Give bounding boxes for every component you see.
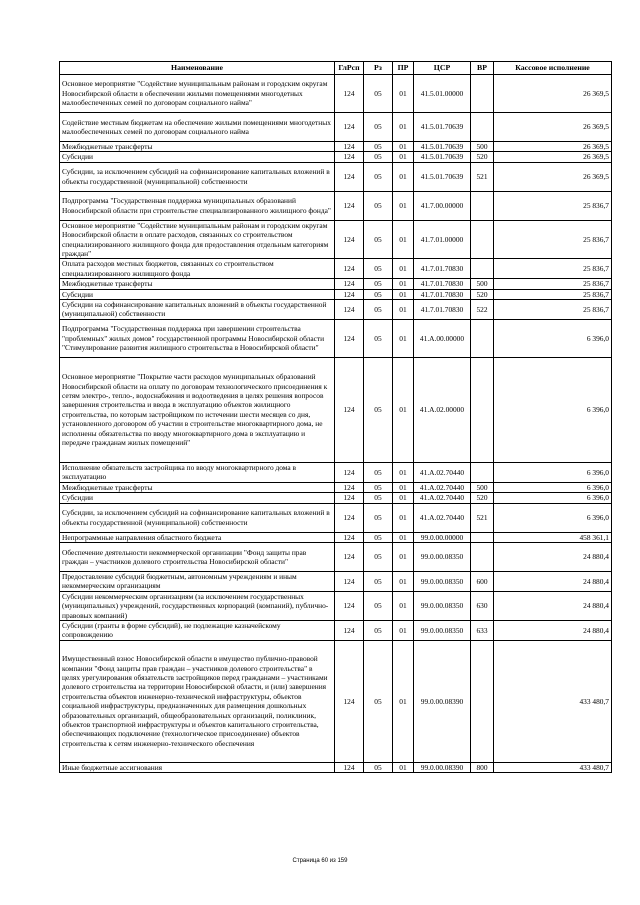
row-csr: 41.5.01.70639 bbox=[414, 142, 471, 152]
row-name: Предоставление субсидий бюджетным, автономным учреждениям и иным некоммерческим организациям bbox=[60, 571, 335, 591]
row-amount: 24 880,4 bbox=[494, 620, 612, 640]
row-rz: 05 bbox=[364, 142, 393, 152]
row-vr: 500 bbox=[471, 482, 494, 492]
row-rz: 05 bbox=[364, 542, 393, 571]
row-amount: 25 836,7 bbox=[494, 191, 612, 220]
row-vr: 630 bbox=[471, 591, 494, 620]
row-pr: 01 bbox=[393, 279, 414, 289]
row-vr: 500 bbox=[471, 279, 494, 289]
budget-table bbox=[59, 61, 612, 773]
table-row bbox=[60, 300, 612, 320]
row-pr: 01 bbox=[393, 113, 414, 142]
row-rz: 05 bbox=[364, 482, 393, 492]
row-csr: 41.А.02.70440 bbox=[414, 482, 471, 492]
row-name: Исполнение обязательств застройщика по вводу многоквартирного дома в эксплуатацию bbox=[60, 462, 335, 482]
row-glrsp: 124 bbox=[335, 493, 364, 503]
row-amount: 24 880,4 bbox=[494, 571, 612, 591]
row-rz: 05 bbox=[364, 75, 393, 113]
row-pr: 01 bbox=[393, 259, 414, 279]
row-amount: 6 396,0 bbox=[494, 462, 612, 482]
row-pr: 01 bbox=[393, 75, 414, 113]
row-glrsp: 124 bbox=[335, 357, 364, 462]
row-name: Субсидии, за исключением субсидий на софинансирование капитальных вложений в объекты государственной (муниципальной) собственности bbox=[60, 162, 335, 191]
row-pr: 01 bbox=[393, 162, 414, 191]
table-row bbox=[60, 532, 612, 542]
table-row bbox=[60, 482, 612, 492]
row-vr: 633 bbox=[471, 620, 494, 640]
row-pr: 01 bbox=[393, 220, 414, 259]
row-rz: 05 bbox=[364, 620, 393, 640]
row-pr: 01 bbox=[393, 620, 414, 640]
row-glrsp: 124 bbox=[335, 319, 364, 357]
table-row bbox=[60, 762, 612, 772]
row-glrsp: 124 bbox=[335, 289, 364, 299]
row-rz: 05 bbox=[364, 462, 393, 482]
row-rz: 05 bbox=[364, 571, 393, 591]
row-csr: 99.0.00.00000 bbox=[414, 532, 471, 542]
row-rz: 05 bbox=[364, 762, 393, 772]
row-vr bbox=[471, 640, 494, 762]
row-csr: 41.7.01.70830 bbox=[414, 300, 471, 320]
row-pr: 01 bbox=[393, 532, 414, 542]
row-vr: 522 bbox=[471, 300, 494, 320]
row-glrsp: 124 bbox=[335, 591, 364, 620]
row-name: Оплата расходов местных бюджетов, связанных со строительством специализированного жилищного фонда bbox=[60, 259, 335, 279]
row-rz: 05 bbox=[364, 152, 393, 162]
row-name: Содействие местным бюджетам на обеспечение жилыми помещениями многодетных малообеспеченных семей по договорам социального найма bbox=[60, 113, 335, 142]
table-row bbox=[60, 319, 612, 357]
header-amount: Кассовое исполнение bbox=[494, 62, 612, 75]
row-amount: 25 836,7 bbox=[494, 300, 612, 320]
row-pr: 01 bbox=[393, 542, 414, 571]
row-glrsp: 124 bbox=[335, 620, 364, 640]
row-vr: 521 bbox=[471, 162, 494, 191]
row-name: Субсидии bbox=[60, 289, 335, 299]
header-vr: ВР bbox=[471, 62, 494, 75]
row-amount: 6 396,0 bbox=[494, 319, 612, 357]
table-row bbox=[60, 493, 612, 503]
row-csr: 99.0.00.08350 bbox=[414, 620, 471, 640]
row-csr: 41.7.01.00000 bbox=[414, 220, 471, 259]
row-csr: 41.7.00.00000 bbox=[414, 191, 471, 220]
row-vr bbox=[471, 220, 494, 259]
row-name: Непрограммные направления областного бюджета bbox=[60, 532, 335, 542]
row-name: Межбюджетные трансферты bbox=[60, 482, 335, 492]
row-csr: 99.0.00.08350 bbox=[414, 542, 471, 571]
row-glrsp: 124 bbox=[335, 75, 364, 113]
row-csr: 41.5.01.70639 bbox=[414, 113, 471, 142]
row-glrsp: 124 bbox=[335, 142, 364, 152]
row-pr: 01 bbox=[393, 762, 414, 772]
row-vr: 520 bbox=[471, 493, 494, 503]
row-vr: 520 bbox=[471, 152, 494, 162]
table-row bbox=[60, 191, 612, 220]
row-vr bbox=[471, 532, 494, 542]
table-row bbox=[60, 279, 612, 289]
header-glrsp: ГлРсп bbox=[335, 62, 364, 75]
row-amount: 6 396,0 bbox=[494, 357, 612, 462]
row-rz: 05 bbox=[364, 493, 393, 503]
row-amount: 26 369,5 bbox=[494, 75, 612, 113]
row-name: Основное мероприятие "Содействие муниципальным районам и городским округам Новосибирской области в оплате расходов, связанных со строительством специализированного жилищного фонда для предоставления отдельным категориям граждан" bbox=[60, 220, 335, 259]
row-rz: 05 bbox=[364, 191, 393, 220]
header-rz: Рз bbox=[364, 62, 393, 75]
row-glrsp: 124 bbox=[335, 762, 364, 772]
row-rz: 05 bbox=[364, 279, 393, 289]
row-name: Основное мероприятие "Содействие муниципальным районам и городским округам Новосибирской области в обеспечении жилыми помещениями многодетных малообеспеченных семей по договорам социального найма" bbox=[60, 75, 335, 113]
row-name: Подпрограмма "Государственная поддержка при завершении строительства "проблемных" жилых домов" государственной программы Новосибирской области "Стимулирование развития жилищного строительства в Новосибирской области" bbox=[60, 319, 335, 357]
header-row bbox=[60, 62, 612, 75]
row-glrsp: 124 bbox=[335, 162, 364, 191]
table-row bbox=[60, 462, 612, 482]
row-name: Имущественный взнос Новосибирской области в имущество публично-правовой компании "Фонд защиты прав граждан – участников долевого строительства" в целях урегулирования обязательств застройщиков перед гражданами – участниками долевого строительства на территории Новосибирской области, и (или) завершения строительства объектов инженерно-технической инфраструктуры, объектов социальной инфраструктуры, предназначенных для размещения дошкольных образовательных организаций, общеобразовательных организаций, поликлиник, объектов транспортной инфраструктуры и объектов капитального строительства, обеспечивающих подключение (технологическое присоединение) объектов строительства к сетям инженерно-технического обеспечения bbox=[60, 640, 335, 762]
row-pr: 01 bbox=[393, 191, 414, 220]
row-rz: 05 bbox=[364, 220, 393, 259]
row-pr: 01 bbox=[393, 462, 414, 482]
row-glrsp: 124 bbox=[335, 191, 364, 220]
row-rz: 05 bbox=[364, 259, 393, 279]
row-amount: 25 836,7 bbox=[494, 279, 612, 289]
row-vr: 520 bbox=[471, 289, 494, 299]
row-glrsp: 124 bbox=[335, 259, 364, 279]
row-glrsp: 124 bbox=[335, 220, 364, 259]
row-name: Подпрограмма "Государственная поддержка муниципальных образований Новосибирской области при строительстве специализированного жилищного фонда" bbox=[60, 191, 335, 220]
row-pr: 01 bbox=[393, 503, 414, 532]
table-row bbox=[60, 289, 612, 299]
table-row bbox=[60, 591, 612, 620]
row-amount: 6 396,0 bbox=[494, 493, 612, 503]
row-pr: 01 bbox=[393, 571, 414, 591]
row-vr: 600 bbox=[471, 571, 494, 591]
table-row bbox=[60, 620, 612, 640]
row-amount: 433 480,7 bbox=[494, 762, 612, 772]
row-amount: 25 836,7 bbox=[494, 259, 612, 279]
row-rz: 05 bbox=[364, 503, 393, 532]
row-vr bbox=[471, 75, 494, 113]
row-rz: 05 bbox=[364, 300, 393, 320]
row-rz: 05 bbox=[364, 640, 393, 762]
table-row bbox=[60, 640, 612, 762]
row-amount: 25 836,7 bbox=[494, 220, 612, 259]
table-row bbox=[60, 142, 612, 152]
row-name: Основное мероприятие "Покрытие части расходов муниципальных образований Новосибирской области на оплату по договорам технологического присоединения к сетям электро-, тепло-, водоснабжения и водоотведения в целях решения вопросов завершения строительства и ввода в эксплуатацию объектов жилищного строительства, по которым застройщиком по истечении шести месяцев со дня, установленного договором об участии в строительстве многоквартирного дома, не исполнены обязательства по вводу многоквартирного дома в эксплуатацию и передаче гражданам жилых помещений" bbox=[60, 357, 335, 462]
row-name: Субсидии на софинансирование капитальных вложений в объекты государственной (муниципальной) собственности bbox=[60, 300, 335, 320]
row-rz: 05 bbox=[364, 319, 393, 357]
row-vr bbox=[471, 113, 494, 142]
table-row bbox=[60, 571, 612, 591]
row-amount: 6 396,0 bbox=[494, 503, 612, 532]
row-name: Иные бюджетные ассигнования bbox=[60, 762, 335, 772]
row-name: Межбюджетные трансферты bbox=[60, 279, 335, 289]
row-vr bbox=[471, 462, 494, 482]
row-glrsp: 124 bbox=[335, 300, 364, 320]
row-amount: 433 480,7 bbox=[494, 640, 612, 762]
table-row bbox=[60, 259, 612, 279]
table-row bbox=[60, 503, 612, 532]
row-vr: 521 bbox=[471, 503, 494, 532]
row-name: Обеспечение деятельности некоммерческой организации "Фонд защиты прав граждан – участников долевого строительства Новосибирской области" bbox=[60, 542, 335, 571]
row-vr bbox=[471, 542, 494, 571]
row-glrsp: 124 bbox=[335, 113, 364, 142]
row-csr: 41.А.02.70440 bbox=[414, 493, 471, 503]
row-name: Субсидии некоммерческим организациям (за исключением государственных (муниципальных) учреждений, государственных корпораций (компаний), публично-правовых компаний) bbox=[60, 591, 335, 620]
row-rz: 05 bbox=[364, 532, 393, 542]
row-amount: 26 369,5 bbox=[494, 113, 612, 142]
row-glrsp: 124 bbox=[335, 542, 364, 571]
row-name: Субсидии bbox=[60, 493, 335, 503]
row-amount: 26 369,5 bbox=[494, 152, 612, 162]
row-glrsp: 124 bbox=[335, 279, 364, 289]
row-pr: 01 bbox=[393, 289, 414, 299]
row-csr: 99.0.00.08350 bbox=[414, 571, 471, 591]
row-pr: 01 bbox=[393, 319, 414, 357]
row-amount: 26 369,5 bbox=[494, 162, 612, 191]
table-row bbox=[60, 75, 612, 113]
table-row bbox=[60, 113, 612, 142]
row-csr: 41.А.02.70440 bbox=[414, 503, 471, 532]
row-pr: 01 bbox=[393, 357, 414, 462]
row-pr: 01 bbox=[393, 493, 414, 503]
row-rz: 05 bbox=[364, 357, 393, 462]
row-csr: 41.А.02.70440 bbox=[414, 462, 471, 482]
row-csr: 41.7.01.70830 bbox=[414, 259, 471, 279]
row-pr: 01 bbox=[393, 300, 414, 320]
table-row bbox=[60, 162, 612, 191]
row-vr: 500 bbox=[471, 142, 494, 152]
row-pr: 01 bbox=[393, 152, 414, 162]
row-vr bbox=[471, 357, 494, 462]
row-vr: 800 bbox=[471, 762, 494, 772]
row-pr: 01 bbox=[393, 591, 414, 620]
header-csr: ЦСР bbox=[414, 62, 471, 75]
table-row bbox=[60, 542, 612, 571]
row-amount: 458 361,1 bbox=[494, 532, 612, 542]
table-row bbox=[60, 357, 612, 462]
row-amount: 25 836,7 bbox=[494, 289, 612, 299]
row-csr: 99.0.00.08390 bbox=[414, 640, 471, 762]
header-pr: ПР bbox=[393, 62, 414, 75]
row-vr bbox=[471, 259, 494, 279]
row-amount: 6 396,0 bbox=[494, 482, 612, 492]
table-row bbox=[60, 152, 612, 162]
row-csr: 99.0.00.08390 bbox=[414, 762, 471, 772]
row-glrsp: 124 bbox=[335, 503, 364, 532]
row-rz: 05 bbox=[364, 591, 393, 620]
row-csr: 41.7.01.70830 bbox=[414, 289, 471, 299]
row-glrsp: 124 bbox=[335, 152, 364, 162]
row-rz: 05 bbox=[364, 162, 393, 191]
row-name: Межбюджетные трансферты bbox=[60, 142, 335, 152]
row-name: Субсидии, за исключением субсидий на софинансирование капитальных вложений в объекты государственной (муниципальной) собственности bbox=[60, 503, 335, 532]
header-name: Наименование bbox=[60, 62, 335, 75]
row-pr: 01 bbox=[393, 142, 414, 152]
row-glrsp: 124 bbox=[335, 462, 364, 482]
row-name: Субсидии bbox=[60, 152, 335, 162]
row-csr: 41.5.01.70639 bbox=[414, 162, 471, 191]
row-glrsp: 124 bbox=[335, 482, 364, 492]
row-csr: 41.7.01.70830 bbox=[414, 279, 471, 289]
row-amount: 24 880,4 bbox=[494, 591, 612, 620]
row-pr: 01 bbox=[393, 640, 414, 762]
row-csr: 41.5.01.70639 bbox=[414, 152, 471, 162]
row-vr bbox=[471, 191, 494, 220]
row-glrsp: 124 bbox=[335, 640, 364, 762]
row-glrsp: 124 bbox=[335, 571, 364, 591]
row-name: Субсидии (гранты в форме субсидий), не подлежащие казначейскому сопровождению bbox=[60, 620, 335, 640]
row-amount: 26 369,5 bbox=[494, 142, 612, 152]
row-csr: 99.0.00.08350 bbox=[414, 591, 471, 620]
page-footer: Страница 60 из 159 bbox=[292, 858, 348, 864]
row-csr: 41.А.00.00000 bbox=[414, 319, 471, 357]
table-row bbox=[60, 220, 612, 259]
row-amount: 24 880,4 bbox=[494, 542, 612, 571]
row-rz: 05 bbox=[364, 113, 393, 142]
row-csr: 41.А.02.00000 bbox=[414, 357, 471, 462]
row-rz: 05 bbox=[364, 289, 393, 299]
row-glrsp: 124 bbox=[335, 532, 364, 542]
row-csr: 41.5.01.00000 bbox=[414, 75, 471, 113]
row-pr: 01 bbox=[393, 482, 414, 492]
row-vr bbox=[471, 319, 494, 357]
